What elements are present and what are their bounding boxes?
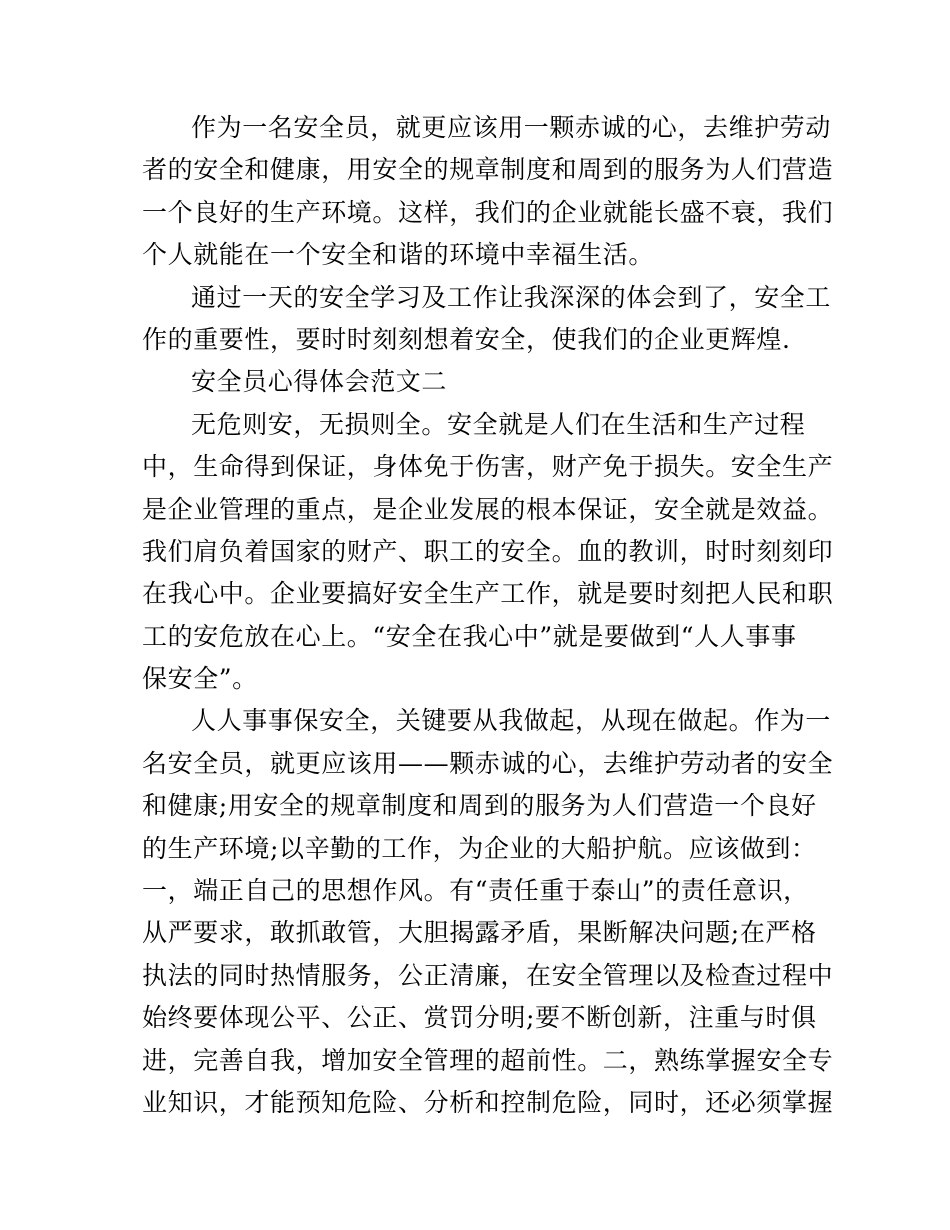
text-line: 从严要求，敢抓敢管，大胆揭露矛盾，果断解决问题;在严格 [142, 918, 817, 948]
text-line: 始终要体现公平、公正、赏罚分明;要不断创新，注重与时俱 [142, 1003, 817, 1033]
text-line: 是企业管理的重点，是企业发展的根本保证，安全就是效益。 [142, 494, 834, 524]
text-line: 者的安全和健康，用安全的规章制度和周到的服务为人们营造 [142, 155, 834, 185]
text-line: 一，端正自己的思想作风。有“责任重于泰山”的责任意识， [142, 876, 809, 906]
text-line: 一个良好的生产环境。这样，我们的企业就能长盛不衰，我们 [142, 197, 834, 227]
text-line: 通过一天的安全学习及工作让我深深的体会到了，安全工 [191, 282, 832, 312]
text-line: 个人就能在一个安全和谐的环境中幸福生活。 [142, 240, 655, 270]
text-line: 和健康;用安全的规章制度和周到的服务为人们营造一个良好 [142, 791, 817, 821]
text-line: 的生产环境;以辛勤的工作，为企业的大船护航。应该做到： [142, 833, 817, 863]
text-line: 人人事事保安全，关键要从我做起，从现在做起。作为一 [191, 706, 832, 736]
body-text [142, 107, 834, 1124]
text-line: 执法的同时热情服务，公正清廉，在安全管理以及检查过程中 [142, 960, 834, 990]
text-line: 工的安危放在心上。“安全在我心中”就是要做到“人人事事 [142, 621, 797, 651]
text-line: 在我心中。企业要搞好安全生产工作，就是要时刻把人民和职 [142, 579, 834, 609]
text-line: 中，生命得到保证，身体免于伤害，财产免于损失。安全生产 [142, 452, 834, 482]
section-heading: 安全员心得体会范文二 [191, 367, 448, 397]
text-line: 名安全员，就更应该用——颗赤诚的心，去维护劳动者的安全 [142, 748, 834, 778]
text-line: 无危则安，无损则全。安全就是人们在生活和生产过程 [191, 409, 806, 439]
text-line: 进，完善自我，增加安全管理的超前性。二，熟练掌握安全专 [142, 1045, 834, 1075]
text-line: 作的重要性，要时时刻刻想着安全，使我们的企业更辉煌. [142, 324, 791, 354]
text-line: 业知识，才能预知危险、分析和控制危险，同时，还必须掌握 [142, 1087, 834, 1117]
text-line: 我们肩负着国家的财产、职工的安全。血的教训，时时刻刻印 [142, 536, 834, 566]
text-line: 保安全”。 [142, 664, 258, 694]
text-line: 作为一名安全员，就更应该用一颗赤诚的心，去维护劳动 [191, 113, 832, 142]
